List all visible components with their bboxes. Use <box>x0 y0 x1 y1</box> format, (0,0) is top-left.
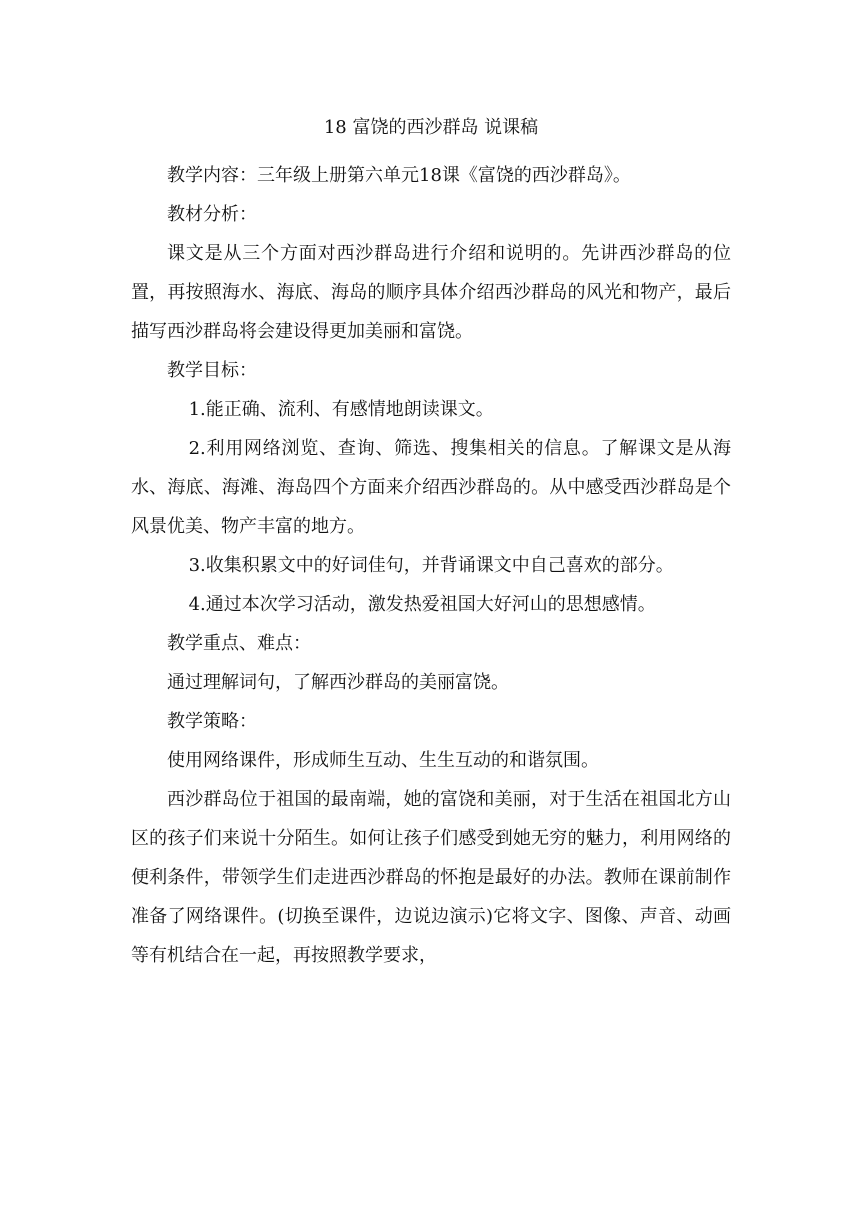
document-body <box>131 113 731 975</box>
heading-material-analysis: 教材分析： <box>167 204 257 225</box>
goal-item-4: 4.通过本次学习活动，激发热爱祖国大好河山的思想感情。 <box>188 594 656 615</box>
goal-item-2: 2.利用网络浏览、查询、筛选、搜集相关的信息。了解课文是从海水、海底、海滩、海岛四个方面来介绍西沙群岛的。从中感受西沙群岛是个风景优美、物产丰富的地方。 <box>131 438 731 537</box>
paragraph-introduction: 西沙群岛位于祖国的最南端，她的富饶和美丽，对于生活在祖国北方山区的孩子们来说十分陌生。如何让孩子们感受到她无穷的魅力，利用网络的便利条件，带领学生们走进西沙群岛的怀抱是最好的办法。教师在课前制作准备了网络课件。(切换至课件，边说边演示)它将文字、图像、声音、动画等有机结合在一起，再按照教学要求， <box>131 789 731 966</box>
paragraph-teaching-content: 教学内容：三年级上册第六单元18课《富饶的西沙群岛》。 <box>167 165 631 186</box>
document-title: 18 富饶的西沙群岛 说课稿 <box>323 117 539 138</box>
paragraph-material-analysis: 课文是从三个方面对西沙群岛进行介绍和说明的。先讲西沙群岛的位置，再按照海水、海底、海岛的顺序具体介绍西沙群岛的风光和物产，最后描写西沙群岛将会建设得更加美丽和富饶。 <box>131 243 731 342</box>
paragraph-teaching-strategy: 使用网络课件，形成师生互动、生生互动的和谐氛围。 <box>167 750 599 771</box>
heading-teaching-goals: 教学目标： <box>167 360 257 381</box>
goal-item-1: 1.能正确、流利、有感情地朗读课文。 <box>188 399 494 420</box>
heading-teaching-strategy: 教学策略： <box>167 711 257 732</box>
paragraph-key-points: 通过理解词句，了解西沙群岛的美丽富饶。 <box>167 672 509 693</box>
heading-key-points: 教学重点、难点： <box>167 633 311 654</box>
goal-item-3: 3.收集积累文中的好词佳句，并背诵课文中自己喜欢的部分。 <box>188 555 674 576</box>
